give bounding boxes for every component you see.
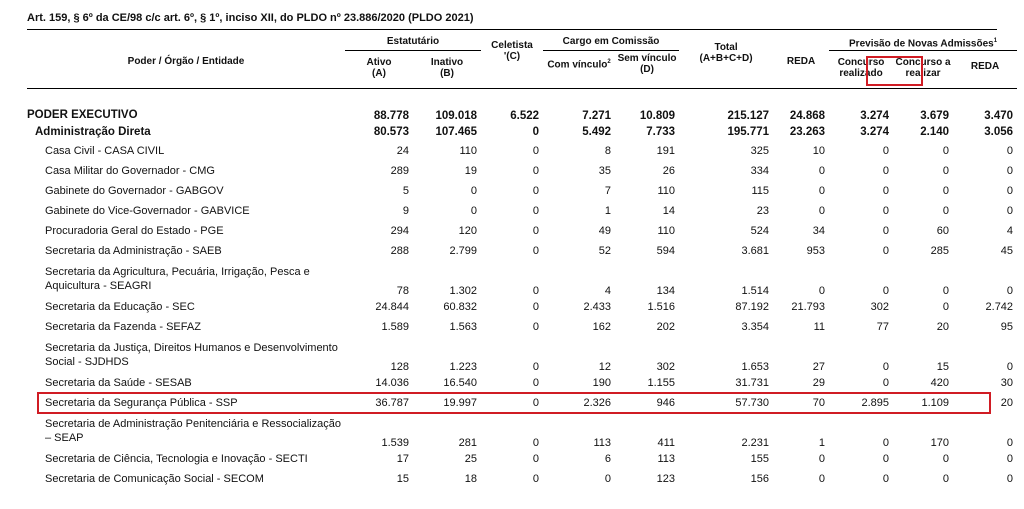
row-value: 0: [882, 453, 890, 465]
row-value: 594: [656, 245, 676, 257]
row-value: 24.868: [789, 110, 826, 122]
row-value: 1.514: [741, 285, 770, 297]
row-value: 0: [532, 321, 540, 333]
row-value: 1.653: [741, 361, 770, 373]
row-value: 0: [532, 453, 540, 465]
row-value: 0: [532, 361, 540, 373]
row-value: 14.036: [375, 377, 409, 389]
row-value: 294: [390, 225, 409, 237]
row-entity-name: Gabinete do Vice-Governador - GABVICE: [45, 205, 250, 217]
row-value: 1.516: [647, 301, 676, 313]
table-row: [27, 221, 1017, 241]
row-value: 0: [1006, 361, 1014, 373]
row-value: 156: [750, 473, 770, 485]
row-value: 0: [1006, 185, 1014, 197]
row-value: 1.539: [381, 437, 409, 449]
row-value: 3.274: [860, 110, 890, 122]
row-value: 3.679: [920, 110, 950, 122]
row-value: 52: [598, 245, 612, 257]
row-value: 0: [942, 453, 950, 465]
row-value: 29: [812, 377, 826, 389]
row-value: 87.192: [735, 301, 770, 313]
row-value: 4: [604, 285, 612, 297]
row-value: 162: [592, 321, 612, 333]
row-value: 0: [882, 473, 890, 485]
row-value: 0: [470, 185, 478, 197]
row-value: 0: [818, 453, 826, 465]
row-value: 2.742: [985, 301, 1014, 313]
row-value: 215.127: [727, 110, 770, 122]
table-row: [27, 241, 1017, 261]
row-value: 25: [464, 453, 478, 465]
row-value: 107.465: [435, 125, 478, 138]
table-row: [27, 297, 1017, 317]
row-value: 15: [936, 361, 950, 373]
table-row: [27, 201, 1017, 221]
row-value: 0: [1006, 165, 1014, 177]
row-value: 0: [942, 301, 950, 313]
row-value: 17: [396, 453, 409, 465]
row-value: 3.354: [741, 321, 770, 333]
row-entity-name: Secretaria de Comunicação Social - SECOM: [45, 473, 264, 485]
col-concurso-a-realizar-header: Concurso a realizar: [895, 56, 951, 79]
row-entity-name: Secretaria da Segurança Pública - SSP: [45, 397, 238, 409]
row-value: 2.231: [741, 437, 770, 449]
row-entity-name: Secretaria da Fazenda - SEFAZ: [45, 321, 201, 333]
row-value: 155: [750, 453, 770, 465]
table-row-adm-direta: [27, 122, 1017, 141]
col-group-cargo-comissao: Cargo em Comissão: [543, 36, 679, 50]
row-value: 120: [458, 225, 478, 237]
row-value: 109.018: [435, 110, 478, 122]
table-row: [27, 261, 1017, 297]
row-value: 0: [882, 225, 890, 237]
row-value: 3.470: [984, 110, 1014, 122]
col-reda2-header: REDA: [970, 60, 1000, 72]
row-value: 9: [402, 205, 409, 217]
row-value: 0: [532, 397, 540, 409]
row-value: 302: [656, 361, 676, 373]
row-value: 0: [532, 437, 540, 449]
row-value: 946: [656, 397, 676, 409]
row-value: 31.731: [735, 377, 770, 389]
col-group-previsao: Previsão de Novas Admissões$^1$: [829, 36, 1017, 50]
row-value: 0: [532, 225, 540, 237]
row-value: 20: [1000, 397, 1014, 409]
row-value: 4: [1006, 225, 1014, 237]
row-value: 0: [1006, 285, 1014, 297]
row-value: 1: [604, 205, 612, 217]
row-value: 0: [882, 285, 890, 297]
row-value: 285: [930, 245, 950, 257]
row-value: 7.271: [582, 110, 612, 122]
row-value: 0: [1006, 453, 1014, 465]
row-value: 0: [1006, 145, 1014, 157]
row-value: 34: [812, 225, 826, 237]
table-row: [27, 373, 1017, 393]
row-value: 0: [882, 437, 890, 449]
row-value: 0: [882, 185, 890, 197]
row-value: 0: [818, 473, 826, 485]
row-value: 24: [396, 145, 409, 157]
row-entity-name: Gabinete do Governador - GABGOV: [45, 185, 224, 197]
row-value: 113: [657, 453, 676, 465]
table-row: [27, 141, 1017, 161]
row-value: 23: [756, 205, 770, 217]
row-value: 110: [657, 225, 676, 237]
row-value: 113: [593, 437, 612, 449]
row-entity-name: Casa Militar do Governador - CMG: [45, 165, 215, 177]
table-row: [27, 469, 1017, 489]
table-body: [27, 88, 1017, 489]
row-value: 0: [882, 205, 890, 217]
row-value: 12: [598, 361, 612, 373]
table-row: [27, 413, 1017, 449]
table-row-poder: [27, 88, 1017, 122]
row-value: 16.540: [443, 377, 478, 389]
row-value: 0: [882, 165, 890, 177]
row-value: 20: [936, 321, 950, 333]
row-value: 14: [662, 205, 676, 217]
row-value: 0: [604, 473, 612, 485]
row-entity-name: Secretaria da Agricultura, Pecuária, Irrigação, Pesca e Aquicultura - SEAGRI: [45, 266, 310, 292]
table-row: [27, 317, 1017, 337]
row-value: 3.681: [741, 245, 770, 257]
row-value: 325: [750, 145, 770, 157]
row-value: 302: [870, 301, 890, 313]
highlight-concurso-a-realizar: [866, 56, 923, 86]
row-value: 26: [662, 165, 676, 177]
table-row: [27, 449, 1017, 469]
row-value: 128: [390, 361, 409, 373]
row-value: 23.263: [789, 125, 826, 138]
row-value: 2.433: [583, 301, 612, 313]
row-value: 0: [1006, 205, 1014, 217]
row-value: 0: [942, 145, 950, 157]
row-value: 1.155: [647, 377, 676, 389]
row-value: 289: [390, 165, 409, 177]
row-value: 334: [750, 165, 770, 177]
table-caption: Art. 159, § 6º da CE/98 c/c art. 6º, § 1º, inciso XII, do PLDO nº 23.886/2020 (PLDO 2021): [27, 12, 474, 24]
row-value: 5: [402, 185, 409, 197]
row-value: 0: [818, 165, 826, 177]
row-value: 77: [876, 321, 890, 333]
row-value: 953: [806, 245, 826, 257]
row-value: 11: [813, 321, 826, 333]
row-value: 0: [818, 205, 826, 217]
row-value: 288: [390, 245, 409, 257]
row-entity-name: Casa Civil - CASA CIVIL: [45, 145, 165, 157]
row-value: 0: [532, 245, 540, 257]
row-value: 2.895: [861, 397, 890, 409]
row-value: 95: [1000, 321, 1014, 333]
row-entity-name: Procuradoria Geral do Estado - PGE: [45, 225, 224, 237]
row-value: 281: [458, 437, 478, 449]
row-value: 0: [882, 245, 890, 257]
row-value: 49: [598, 225, 612, 237]
col-ativo-header: Ativo (A): [366, 56, 392, 79]
row-value: 1.589: [381, 321, 409, 333]
row-value: 18: [464, 473, 478, 485]
personnel-table: [27, 36, 1017, 489]
table-row: [27, 337, 1017, 373]
row-value: 0: [532, 285, 540, 297]
col-entity-header: Poder / Órgão / Entidade: [127, 56, 245, 68]
col-group-estatutario: Estatutário: [345, 36, 481, 50]
row-entity-name: Secretaria da Justiça, Direitos Humanos e Desenvolvimento Social - SJDHDS: [45, 342, 338, 368]
row-value: 24.844: [375, 301, 409, 313]
row-value: 0: [942, 165, 950, 177]
row-value: 7.733: [646, 125, 676, 138]
row-value: 19: [464, 165, 478, 177]
row-value: 60.832: [443, 301, 478, 313]
row-value: 0: [942, 205, 950, 217]
row-value: 1.563: [449, 321, 478, 333]
row-value: 1.302: [449, 285, 478, 297]
row-value: 0: [532, 145, 540, 157]
row-entity-name: Administração Direta: [35, 125, 151, 138]
row-value: 1: [818, 437, 826, 449]
row-value: 21.793: [791, 301, 826, 313]
row-value: 0: [532, 377, 540, 389]
row-value: 0: [818, 185, 826, 197]
row-value: 0: [882, 361, 890, 373]
row-value: 70: [812, 397, 826, 409]
row-value: 45: [1000, 245, 1014, 257]
row-value: 110: [459, 145, 478, 157]
row-value: 1.223: [449, 361, 478, 373]
row-value: 0: [532, 125, 540, 138]
row-value: 80.573: [373, 125, 409, 138]
row-entity-name: Secretaria de Ciência, Tecnologia e Inovação - SECTI: [45, 453, 308, 465]
table-row: [27, 181, 1017, 201]
col-sem-vinculo-header: Sem vínculo (D): [617, 52, 677, 75]
row-entity-name: Secretaria de Administração Penitenciária e Ressocialização – SEAP: [45, 418, 341, 444]
row-value: 190: [592, 377, 612, 389]
row-value: 115: [751, 185, 770, 197]
row-value: 36.787: [375, 397, 409, 409]
row-value: 420: [930, 377, 950, 389]
row-value: 10: [812, 145, 826, 157]
col-reda-header: REDA: [786, 56, 816, 68]
row-value: 3.274: [860, 125, 890, 138]
row-value: 134: [656, 285, 676, 297]
row-value: 5.492: [582, 125, 612, 138]
row-value: 0: [818, 285, 826, 297]
row-value: 411: [657, 437, 676, 449]
row-value: 57.730: [735, 397, 770, 409]
table-row: [27, 161, 1017, 181]
row-entity-name: Secretaria da Educação - SEC: [45, 301, 195, 313]
row-value: 78: [396, 285, 409, 297]
row-value: 1.109: [921, 397, 950, 409]
row-value: 0: [532, 185, 540, 197]
row-value: 524: [750, 225, 770, 237]
row-value: 7: [604, 185, 612, 197]
row-value: 0: [532, 165, 540, 177]
highlight-row-ssp: [37, 392, 991, 414]
row-entity-name: Secretaria da Saúde - SESAB: [45, 377, 192, 389]
col-total-header: Total (A+B+C+D): [699, 42, 753, 64]
row-value: 0: [532, 205, 540, 217]
row-value: 0: [942, 473, 950, 485]
row-value: 0: [942, 285, 950, 297]
row-value: 202: [656, 321, 676, 333]
row-value: 19.997: [443, 397, 478, 409]
row-value: 0: [470, 205, 478, 217]
row-value: 170: [930, 437, 950, 449]
row-value: 2.326: [583, 397, 612, 409]
row-value: 0: [532, 473, 540, 485]
row-entity-name: PODER EXECUTIVO: [27, 109, 138, 121]
row-value: 30: [1000, 377, 1014, 389]
col-celetista-header: Celetista '(C): [491, 40, 533, 62]
row-value: 2.799: [449, 245, 478, 257]
row-value: 110: [657, 185, 676, 197]
row-value: 8: [604, 145, 612, 157]
row-value: 35: [598, 165, 612, 177]
row-value: 3.056: [984, 125, 1014, 138]
col-inativo-header: Inativo (B): [430, 56, 464, 79]
row-value: 6: [604, 453, 612, 465]
row-value: 0: [1006, 437, 1014, 449]
row-value: 6.522: [510, 110, 540, 122]
row-value: 60: [936, 225, 950, 237]
col-com-vinculo-header: Com vínculo$^2$: [547, 58, 611, 70]
col-concurso-realizado-header: Concurso realizado: [837, 56, 885, 79]
row-entity-name: Secretaria da Administração - SAEB: [45, 245, 222, 257]
row-value: 0: [1006, 473, 1014, 485]
caption-rule: [27, 29, 997, 30]
row-value: 88.778: [373, 110, 409, 122]
row-value: 0: [942, 185, 950, 197]
row-value: 191: [656, 145, 676, 157]
row-value: 27: [812, 361, 826, 373]
row-value: 15: [396, 473, 409, 485]
row-value: 10.809: [639, 110, 676, 122]
row-value: 0: [882, 145, 890, 157]
row-value: 195.771: [727, 125, 770, 138]
row-value: 2.140: [920, 125, 950, 138]
row-value: 123: [656, 473, 676, 485]
row-value: 0: [882, 377, 890, 389]
row-value: 0: [532, 301, 540, 313]
